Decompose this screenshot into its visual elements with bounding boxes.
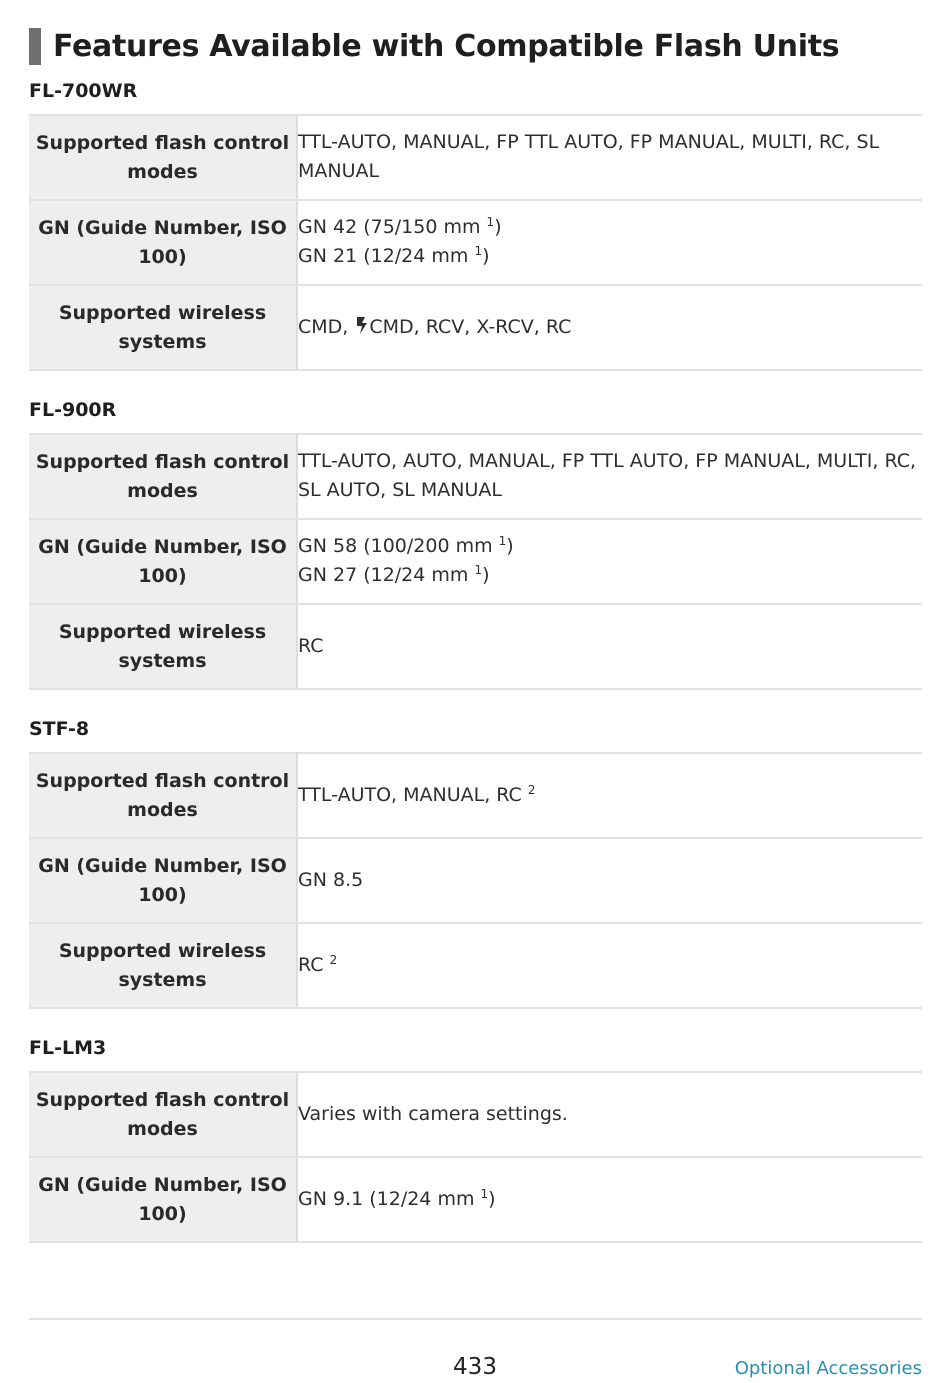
gn-line: GN 21 (12/24 mm <box>298 245 475 267</box>
table-row <box>29 838 922 923</box>
row-value: RC <box>297 604 922 689</box>
section-stf-8 <box>29 717 922 991</box>
table-row <box>29 519 922 604</box>
row-value <box>297 753 922 838</box>
row-value <box>297 1157 922 1242</box>
footnote-ref: 1 <box>480 1187 489 1201</box>
section-title: STF-8 <box>29 718 90 740</box>
row-value: TTL-AUTO, AUTO, MANUAL, FP TTL AUTO, FP MANUAL, MULTI, RC, SL AUTO, SL MANUAL <box>297 434 922 519</box>
table-row <box>29 604 922 689</box>
table-row <box>29 434 922 519</box>
row-value <box>297 923 922 1008</box>
row-label: GN (Guide Number, ISO 100) <box>29 200 297 285</box>
row-label: Supported flash control modes <box>29 115 297 200</box>
row-value: Varies with camera settings. <box>297 1072 922 1157</box>
row-label: Supported flash control modes <box>29 753 297 838</box>
section-title: FL-700WR <box>29 80 138 102</box>
title-accent-bar <box>29 28 41 65</box>
row-value <box>297 285 922 370</box>
gn-line: GN 27 (12/24 mm <box>298 564 475 586</box>
value-text: CMD, <box>298 316 355 338</box>
spec-table <box>29 752 922 1009</box>
spec-table <box>29 114 922 371</box>
table-row <box>29 1072 922 1157</box>
gn-line-end: ) <box>482 245 490 267</box>
table-row <box>29 115 922 200</box>
page-title <box>29 26 922 66</box>
value-text: TTL-AUTO, MANUAL, RC <box>298 784 528 806</box>
section-fl-700wr <box>29 79 922 353</box>
row-value: TTL-AUTO, MANUAL, FP TTL AUTO, FP MANUAL, MULTI, RC, SL MANUAL <box>297 115 922 200</box>
row-label: Supported flash control modes <box>29 1072 297 1157</box>
value-text: RC <box>298 954 330 976</box>
footnote-ref: 2 <box>527 783 536 797</box>
value-text: GN 9.1 (12/24 mm <box>298 1188 481 1210</box>
section-fl-lm3 <box>29 1036 922 1225</box>
value-text-end: ) <box>488 1188 496 1210</box>
value-text: CMD, RCV, X-RCV, RC <box>369 316 572 338</box>
footnote-ref: 2 <box>329 953 338 967</box>
row-value <box>297 519 922 604</box>
gn-line: GN 58 (100/200 mm <box>298 535 499 557</box>
row-label: Supported wireless systems <box>29 285 297 370</box>
section-title: FL-LM3 <box>29 1037 107 1059</box>
footnote-ref: 1 <box>486 215 495 229</box>
row-value: GN 8.5 <box>297 838 922 923</box>
footer-divider <box>29 1318 922 1320</box>
gn-line-end: ) <box>494 216 502 238</box>
table-row <box>29 285 922 370</box>
row-label: Supported flash control modes <box>29 434 297 519</box>
row-label: Supported wireless systems <box>29 604 297 689</box>
table-row <box>29 753 922 838</box>
section-title: FL-900R <box>29 399 117 421</box>
table-row <box>29 923 922 1008</box>
section-fl-900r <box>29 398 922 672</box>
gn-line-end: ) <box>482 564 490 586</box>
table-row <box>29 1157 922 1242</box>
footnote-ref: 1 <box>474 244 483 258</box>
row-label: GN (Guide Number, ISO 100) <box>29 519 297 604</box>
spec-table <box>29 1071 922 1243</box>
row-label: Supported wireless systems <box>29 923 297 1008</box>
wireless-flash-bolt-icon <box>356 316 368 335</box>
row-label: GN (Guide Number, ISO 100) <box>29 1157 297 1242</box>
gn-line-end: ) <box>506 535 514 557</box>
optional-accessories-link[interactable]: Optional Accessories <box>734 1358 922 1379</box>
row-value <box>297 200 922 285</box>
page-title-text: Features Available with Compatible Flash Units <box>53 28 840 64</box>
row-label: GN (Guide Number, ISO 100) <box>29 838 297 923</box>
footnote-ref: 1 <box>474 563 483 577</box>
gn-line: GN 42 (75/150 mm <box>298 216 487 238</box>
page-number: 433 <box>453 1354 497 1380</box>
table-row <box>29 200 922 285</box>
spec-table <box>29 433 922 690</box>
footnote-ref: 1 <box>498 534 507 548</box>
